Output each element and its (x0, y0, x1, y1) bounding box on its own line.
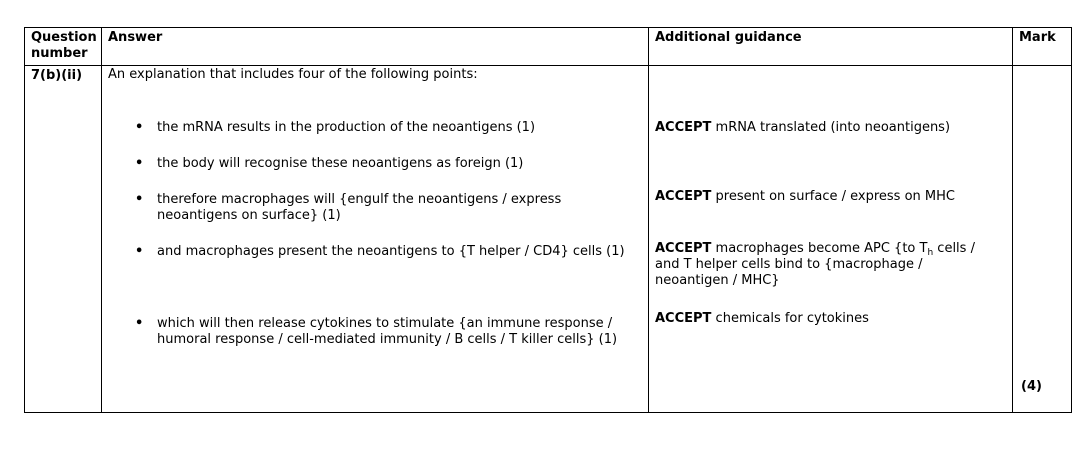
guidance-item-2 (655, 189, 1000, 205)
answer-point-text: the mRNA results in the production of the neoantigens (1) (157, 120, 536, 135)
bullet-icon: • (135, 316, 144, 331)
guidance-item-4 (655, 311, 1000, 327)
header-answer: Answer (102, 28, 649, 66)
bullet-icon: • (135, 244, 144, 259)
bullet-icon: • (135, 192, 144, 207)
answer-point-text: the body will recognise these neoantigens as foreign (1) (157, 156, 524, 171)
guidance-text: present on surface / express on MHC (711, 189, 955, 204)
answer-point-5 (135, 316, 637, 348)
answer-point-3 (135, 192, 637, 224)
guidance-keyword: ACCEPT (655, 241, 712, 256)
answer-point-text: therefore macrophages will {engulf the neoantigens / express neoantigens on surface} (1) (157, 192, 562, 223)
guidance-item-3 (655, 241, 1000, 289)
guidance-text: cells / and T helper cells bind to {macrophage / neoantigen / MHC} (655, 241, 975, 288)
answer-cell (102, 66, 649, 413)
guidance-text: macrophages become APC {to T (711, 241, 928, 256)
guidance-text: mRNA translated (into neoantigens) (711, 120, 951, 135)
bullet-icon: • (135, 156, 144, 171)
answer-point-text: and macrophages present the neoantigens to {T helper / CD4} cells (1) (157, 244, 625, 259)
guidance-item-1 (655, 120, 1000, 136)
bullet-icon: • (135, 120, 144, 135)
answer-point-text: which will then release cytokines to stimulate {an immune response / humoral response / cell-mediated immunity / B cells / T killer cells} (1) (157, 316, 618, 347)
header-question-number: Question number (25, 28, 102, 66)
guidance-keyword: ACCEPT (655, 120, 712, 135)
answer-intro: An explanation that includes four of the following points: (108, 67, 478, 82)
guidance-keyword: ACCEPT (655, 189, 712, 204)
header-mark: Mark (1013, 28, 1072, 66)
answer-point-4 (135, 244, 637, 260)
header-row (25, 28, 1072, 66)
guidance-cell (649, 66, 1013, 413)
mark-cell (1013, 66, 1072, 413)
mark-scheme-table (24, 27, 1072, 413)
question-number-cell (25, 66, 102, 413)
guidance-keyword: ACCEPT (655, 311, 712, 326)
header-additional-guidance: Additional guidance (649, 28, 1013, 66)
answer-point-1 (135, 120, 637, 136)
answer-row (25, 66, 1072, 413)
guidance-text: chemicals for cytokines (711, 311, 869, 326)
question-number: 7(b)(ii) (31, 68, 83, 83)
mark-value: (4) (1021, 379, 1042, 394)
guidance-subscript: h (927, 248, 934, 258)
answer-point-2 (135, 156, 637, 172)
